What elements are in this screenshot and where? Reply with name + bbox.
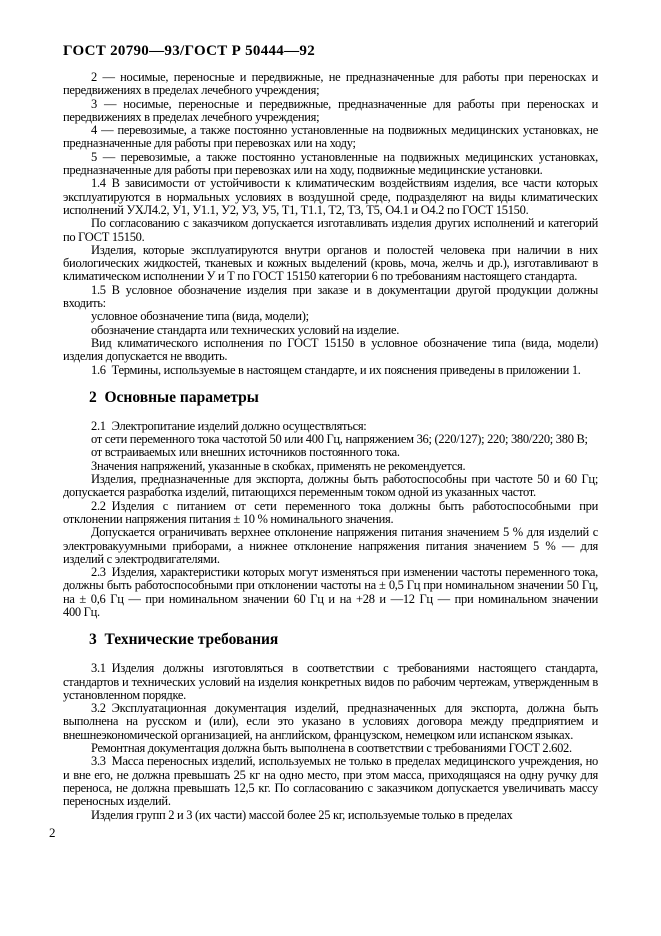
paragraph: Допускается ограничивать верхнее отклонение напряжения питания значением 5 % для изделий с электровакуумными приборами, а нижнее отклонение напряжения питания значением 5 % — для изделий с электродвигателями. (63, 525, 598, 566)
clause-2-1: 2.1 Электропитание изделий должно осуществляться: (91, 418, 367, 433)
list-item: обозначение стандарта или технических условий на изделие. (91, 322, 400, 337)
clause-2-2: 2.2 Изделия с питанием от сети переменного тока должны быть работоспособными при отклонении напряжения питания ± 10 % номинального значения. (63, 498, 598, 526)
clause-1-5: 1.5 В условное обозначение изделия при заказе и в документации другой продукции должны входить: (63, 282, 598, 311)
list-item-group-3: 3 — носимые, переносные и передвижные, предназначенные для работы при переносках и передвижениях в пределах лечебного учреждения; (63, 96, 598, 124)
paragraph: Ремонтная документация должна быть выполнена в соответствии с требованиями ГОСТ 2.602. (91, 741, 572, 756)
list-item-group-5: 5 — перевозимые, а также постоянно установленные на подвижных медицинских установках, предназначенные для работы при перевозках или на ходу, подвижные медицинские установки. (63, 149, 598, 178)
paragraph: Значения напряжений, указанные в скобках, применять не рекомендуется. (91, 458, 466, 473)
list-item-group-4: 4 — перевозимые, а также постоянно установленные на подвижных медицинских установках, не предназначенные для работы при перевозках или на ходу; (63, 123, 598, 151)
section-heading-3: 3 Технические требования (89, 631, 279, 649)
page-number: 2 (49, 825, 56, 840)
clause-2-3: 2.3 Изделия, характеристики которых могут изменяться при изменении частоты переменного тока, должны быть работоспособными при отклонении частоты на ± 0,5 Гц при номинальном значении 50 Гц, на ± 0,6 Гц — при номинальном значении 60 Гц и на +28 и —12 Гц — при номинальном значении 400 Гц. (63, 565, 598, 619)
paragraph: Изделия, предназначенные для экспорта, должны быть работоспособны при частоте 50 и 60 Гц; допускается разработка изделий, питающихся переменным током одной из указанных частот. (63, 472, 598, 500)
list-item-group-2: 2 — носимые, переносные и передвижные, не предназначенные для работы при переносках и передвижениях в пределах лечебного учреждения; (63, 70, 598, 98)
document-body (63, 71, 598, 822)
document-header: ГОСТ 20790—93/ГОСТ Р 50444—92 (63, 43, 315, 59)
clause-3-3: 3.3 Масса переносных изделий, используемых не только в пределах медицинского учреждения, но и вне его, не должна превышать 25 кг на одно место, при этом масса, приходящаяся на одну ручку для переноса, не должна превышать 12,5 кг. По согласованию с заказчиком допускается увеличивать массу переносных изделий. (63, 754, 598, 809)
list-item: от сети переменного тока частотой 50 или 400 Гц, напряжением 36; (220/127); 220; 380/220; 380 В; (91, 432, 588, 447)
paragraph: Вид климатического исполнения по ГОСТ 15150 в условное обозначение типа (вида, модели) изделия допускается не вводить. (63, 335, 598, 364)
clause-3-2: 3.2 Эксплуатационная документация изделий, предназначенных для экспорта, должна быть выполнена на русском и (или), если это указано в условиях договора между предприятием и внешнеэкономической организацией, на английском, французском, немецком или испанском языках. (63, 701, 598, 742)
paragraph: Изделия групп 2 и 3 (их части) массой более 25 кг, используемые только в пределах (91, 807, 513, 822)
list-item: условное обозначение типа (вида, модели); (91, 309, 309, 324)
clause-3-1: 3.1 Изделия должны изготовляться в соответствии с требованиями настоящего стандарта, стандартов и технических условий на изделия конкретных видов по рабочим чертежам, утвержденным в установленном порядке. (63, 661, 598, 702)
clause-1-6: 1.6 Термины, используемые в настоящем стандарте, и их пояснения приведены в приложении 1. (91, 362, 581, 377)
paragraph: По согласованию с заказчиком допускается изготавливать изделия других исполнений и категорий по ГОСТ 15150. (63, 216, 598, 244)
clause-1-4: 1.4 В зависимости от устойчивости к климатическим воздействиям изделия, все части которых эксплуатируются в нормальных условиях в воздушной среде, подразделяют на виды климатических исполнений УХЛ4.2, У1, У1.1, У2, У3, У5, Т1, Т1.1, Т2, Т3, Т5, О4.1 и О4.2 по ГОСТ 15150. (63, 176, 598, 217)
paragraph: Изделия, которые эксплуатируются внутри органов и полостей человека при наличии в них биологических жидкостей, тканевых и кожных выделений (кровь, моча, желчь и др.), изготавливают в климатическом исполнении У и Т по ГОСТ 15150 категории 6 по требованиям настоящего стандарта. (63, 242, 598, 284)
list-item: от встраиваемых или внешних источников постоянного тока. (91, 445, 400, 460)
section-heading-2: 2 Основные параметры (89, 388, 259, 406)
